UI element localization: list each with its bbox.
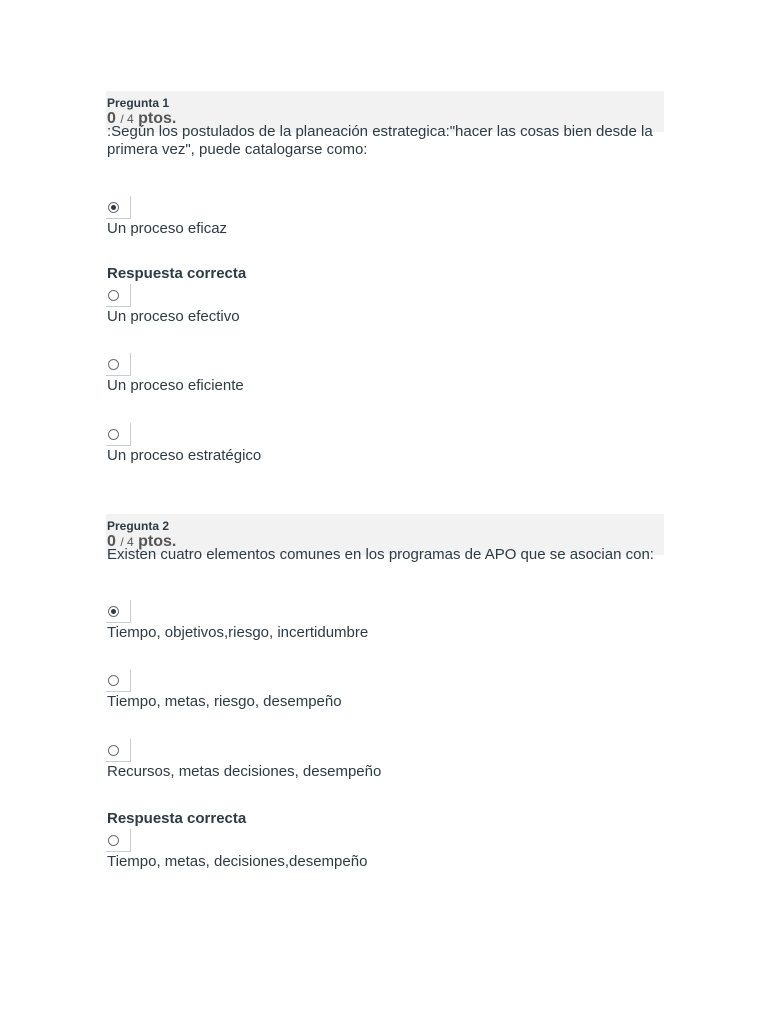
radio-selected-icon [108,606,119,617]
score-value: 0 [107,110,116,127]
correct-answer-label: Respuesta correcta [107,265,247,282]
answer-option [106,196,664,238]
answer-option-correct [106,810,664,871]
answer-label: Tiempo, objetivos,riesgo, incertidumbre [107,624,369,641]
correct-answer-label: Respuesta correcta [107,810,247,827]
radio-button[interactable] [106,196,131,219]
radio-unselected-icon [108,745,119,756]
radio-button[interactable] [106,284,131,307]
score-unit: ptos. [138,533,177,550]
answer-label: Tiempo, metas, decisiones,desempeño [107,853,368,870]
answer-option [106,353,664,395]
question-text: Existen cuatro elementos comunes en los programas de APO que se asocian con: [107,546,654,563]
radio-button[interactable] [106,829,131,852]
radio-unselected-icon [108,290,119,301]
radio-unselected-icon [108,359,119,370]
answer-label: Tiempo, metas, riesgo, desempeño [107,693,342,710]
radio-unselected-icon [108,835,119,846]
question-2 [106,514,664,870]
radio-button[interactable] [106,600,131,623]
radio-button[interactable] [106,423,131,446]
question-text: :Según los postulados de la planeación estrategica:"hacer las cosas bien desde la primera vez", puede catalogarse como: [107,123,653,158]
score-total: / 4 [120,535,134,549]
score-unit: ptos. [138,110,177,127]
radio-button[interactable] [106,669,131,692]
radio-button[interactable] [106,353,131,376]
question-title: Pregunta 1 [107,96,170,110]
question-1 [106,91,664,464]
answer-option-correct [106,265,664,326]
answer-label: Un proceso eficaz [107,220,228,237]
answer-option [106,600,664,642]
score-total: / 4 [120,112,134,126]
score-value: 0 [107,533,116,550]
answer-option [106,423,664,465]
radio-unselected-icon [108,429,119,440]
answer-option [106,669,664,711]
radio-selected-icon [108,202,119,213]
answer-label: Un proceso eficiente [107,377,244,394]
radio-unselected-icon [108,675,119,686]
answer-option [106,739,664,781]
radio-button[interactable] [106,739,131,762]
answer-label: Un proceso estratégico [107,447,262,464]
answer-label: Recursos, metas decisiones, desempeño [107,763,382,780]
answer-label: Un proceso efectivo [107,308,240,325]
question-title: Pregunta 2 [107,519,170,533]
